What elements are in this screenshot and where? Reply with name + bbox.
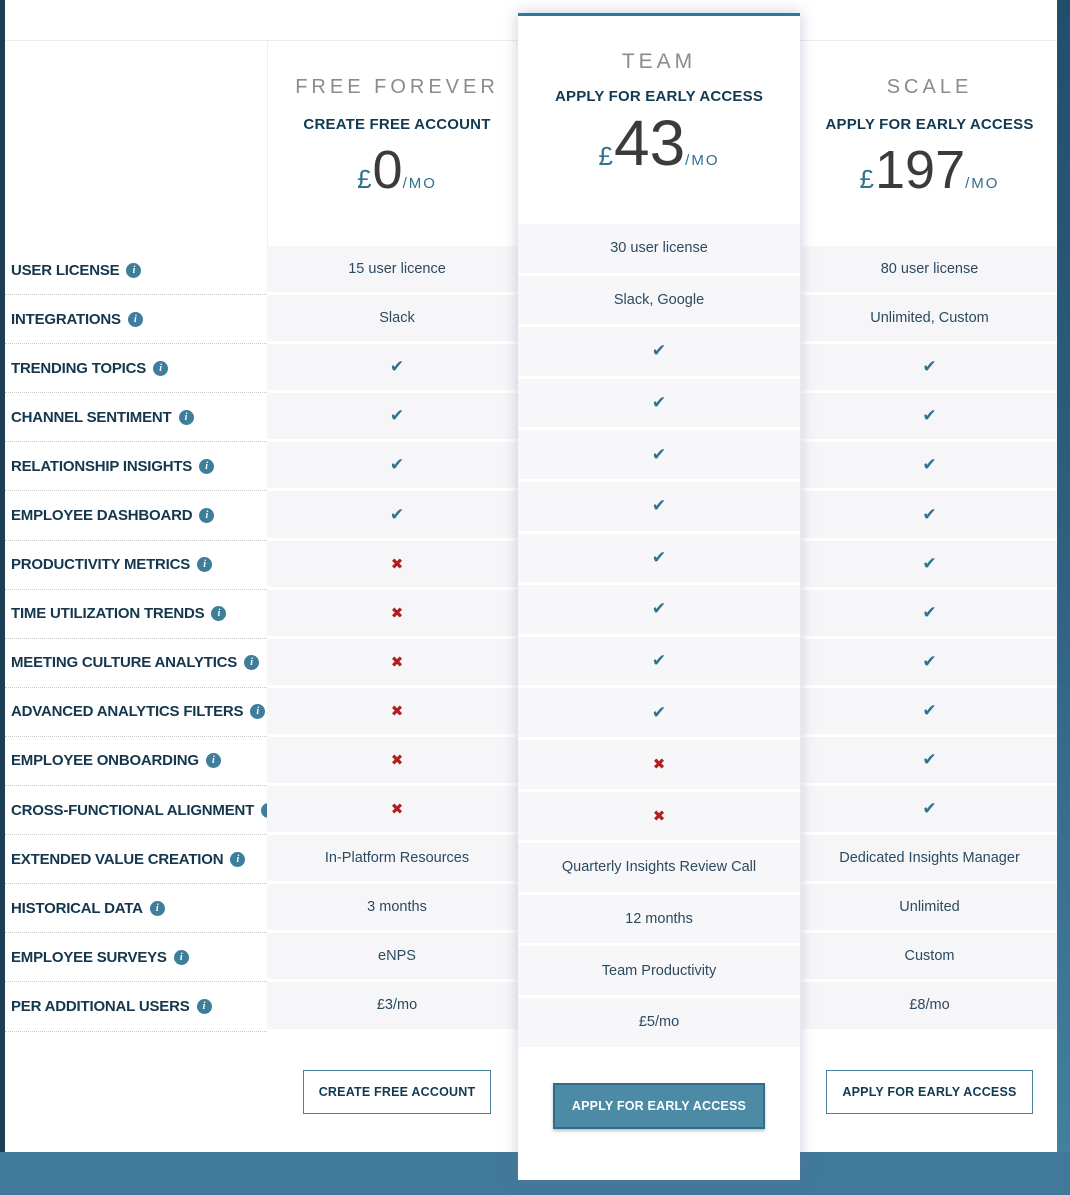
plan-cell (802, 442, 1057, 488)
feature-row (5, 491, 267, 540)
plan-cell: Quarterly Insights Review Call (518, 843, 800, 892)
plan-cell (267, 688, 527, 734)
check-icon: ✔ (922, 651, 937, 671)
plan-cell: 3 months (267, 884, 527, 930)
plan-header-free-forever (267, 40, 527, 246)
plan-cell (802, 688, 1057, 734)
check-icon: ✔ (651, 651, 667, 671)
check-icon: ✔ (651, 599, 667, 619)
plan-cell: Custom (802, 933, 1057, 979)
feature-row (5, 344, 267, 393)
plan-column-team-highlighted (518, 13, 800, 1180)
plan-cell (267, 442, 527, 488)
info-icon[interactable]: i (153, 361, 168, 376)
plan-cells-team (518, 224, 800, 1047)
info-icon[interactable]: i (211, 606, 226, 621)
feature-label: RELATIONSHIP INSIGHTS (11, 457, 193, 475)
feature-row (5, 295, 267, 344)
plan-cell (802, 639, 1057, 685)
feature-label: USER LICENSE (11, 261, 120, 279)
feature-row (5, 933, 267, 982)
plan-cell: £3/mo (267, 982, 527, 1028)
plan-cell (802, 491, 1057, 537)
plan-cell (802, 344, 1057, 390)
plan-cell: Unlimited (802, 884, 1057, 930)
plan-cell (267, 590, 527, 636)
check-icon: ✔ (389, 357, 405, 377)
feature-label-column (5, 40, 267, 1152)
price-amount: 0 (372, 140, 403, 200)
feature-label: TRENDING TOPICS (11, 359, 147, 377)
plan-cell: In-Platform Resources (267, 835, 527, 881)
plan-cells-free-forever (267, 246, 527, 1029)
feature-label: PER ADDITIONAL USERS (11, 997, 190, 1015)
check-icon: ✔ (922, 504, 937, 524)
plan-footer-scale (802, 1032, 1057, 1152)
feature-row (5, 246, 267, 295)
cross-icon: ✖ (390, 751, 404, 769)
plan-cell (518, 585, 800, 634)
plan-cell: 80 user license (802, 246, 1057, 292)
plan-cell (267, 639, 527, 685)
plan-cell (518, 637, 800, 686)
feature-row (5, 442, 267, 491)
plan-cell (267, 393, 527, 439)
plan-cell: 15 user licence (267, 246, 527, 292)
plan-cell (802, 393, 1057, 439)
plan-footer-free-forever (267, 1032, 527, 1152)
check-icon: ✔ (651, 341, 667, 361)
check-icon: ✔ (651, 393, 667, 413)
feature-label: CROSS-FUNCTIONAL ALIGNMENT (11, 801, 255, 819)
plan-price (357, 140, 437, 200)
feature-row (5, 590, 267, 639)
right-edge-band (1057, 0, 1070, 1152)
plan-cell: Dedicated Insights Manager (802, 835, 1057, 881)
check-icon: ✔ (922, 602, 937, 622)
info-icon[interactable]: i (199, 459, 214, 474)
price-period: /MO (402, 175, 437, 192)
plan-cell: 12 months (518, 895, 800, 944)
plan-cells-scale (802, 246, 1057, 1029)
feature-label: TIME UTILIZATION TRENDS (11, 605, 205, 623)
plan-cell (518, 792, 800, 841)
currency-symbol: £ (859, 164, 874, 194)
plan-header-team (518, 16, 800, 224)
currency-symbol: £ (598, 141, 613, 171)
plan-cell (802, 590, 1057, 636)
check-icon: ✔ (389, 455, 405, 475)
feature-rows (5, 246, 267, 1032)
feature-row (5, 884, 267, 933)
price-amount: 197 (875, 140, 966, 200)
check-icon: ✔ (922, 799, 937, 819)
check-icon: ✔ (922, 406, 937, 426)
info-icon[interactable]: i (230, 852, 245, 867)
plan-cell: £5/mo (518, 998, 800, 1047)
info-icon[interactable]: i (150, 901, 165, 916)
cross-icon: ✖ (390, 555, 404, 573)
plan-cta-label: CREATE FREE ACCOUNT (303, 116, 491, 133)
plan-cell (267, 491, 527, 537)
check-icon: ✔ (922, 455, 937, 475)
feature-label: EMPLOYEE DASHBOARD (11, 507, 193, 525)
plan-cell (518, 430, 800, 479)
plan-column-free-forever (267, 40, 527, 1152)
info-icon[interactable]: i (250, 704, 265, 719)
check-icon: ✔ (922, 357, 937, 377)
plan-cell (518, 327, 800, 376)
plan-cell (518, 688, 800, 737)
feature-label: ADVANCED ANALYTICS FILTERS (11, 703, 244, 721)
feature-label: HISTORICAL DATA (11, 899, 143, 917)
plan-cell (518, 379, 800, 428)
info-icon[interactable]: i (199, 508, 214, 523)
check-icon: ✔ (651, 444, 667, 464)
label-column-header-spacer (5, 40, 267, 246)
check-icon: ✔ (922, 700, 937, 720)
info-icon[interactable]: i (174, 950, 189, 965)
plan-cell (518, 740, 800, 789)
plan-name: TEAM (621, 50, 697, 73)
cross-icon: ✖ (652, 756, 666, 774)
plan-footer-team (518, 1050, 800, 1129)
plan-header-scale (802, 40, 1057, 246)
plan-cell: eNPS (267, 933, 527, 979)
info-icon[interactable]: i (197, 999, 212, 1014)
left-edge-strip (0, 0, 5, 1152)
cross-icon: ✖ (390, 604, 404, 622)
plan-cell: 30 user license (518, 224, 800, 273)
plan-name: FREE FOREVER (295, 76, 499, 98)
check-icon: ✔ (922, 749, 937, 769)
check-icon: ✔ (651, 702, 667, 722)
plan-cta-label: APPLY FOR EARLY ACCESS (554, 88, 764, 105)
feature-row (5, 835, 267, 884)
create-free-account-button[interactable]: CREATE FREE ACCOUNT (303, 1070, 492, 1114)
feature-label: INTEGRATIONS (11, 310, 121, 328)
feature-row (5, 786, 267, 835)
info-icon[interactable]: i (179, 410, 194, 425)
plan-price (859, 140, 1000, 200)
cross-icon: ✖ (652, 807, 666, 825)
check-icon: ✔ (922, 553, 937, 573)
plan-cell (267, 541, 527, 587)
plan-cell: Unlimited, Custom (802, 295, 1057, 341)
cross-icon: ✖ (390, 702, 404, 720)
feature-label: EXTENDED VALUE CREATION (11, 850, 224, 868)
apply-early-access-button-scale[interactable]: APPLY FOR EARLY ACCESS (826, 1070, 1032, 1114)
plan-column-scale (802, 40, 1057, 1152)
cross-icon: ✖ (390, 801, 404, 819)
check-icon: ✔ (389, 504, 405, 524)
apply-early-access-button-team[interactable]: APPLY FOR EARLY ACCESS (553, 1083, 765, 1129)
price-period: /MO (685, 152, 720, 169)
plan-cell: £8/mo (802, 982, 1057, 1028)
feature-label: EMPLOYEE SURVEYS (11, 948, 167, 966)
info-icon[interactable]: i (128, 312, 143, 327)
feature-label: PRODUCTIVITY METRICS (11, 556, 191, 574)
feature-row (5, 393, 267, 442)
feature-row (5, 982, 267, 1031)
check-icon: ✔ (651, 547, 667, 567)
info-icon[interactable]: i (206, 753, 221, 768)
plan-cell (267, 344, 527, 390)
price-period: /MO (965, 175, 1000, 192)
plan-cell: Team Productivity (518, 946, 800, 995)
plan-cta-label: APPLY FOR EARLY ACCESS (825, 116, 1034, 133)
plan-cell: Slack, Google (518, 276, 800, 325)
plan-cell (518, 534, 800, 583)
price-amount: 43 (613, 107, 686, 179)
plan-price (598, 107, 720, 179)
feature-label: EMPLOYEE ONBOARDING (11, 752, 199, 770)
feature-row (5, 737, 267, 786)
feature-label: MEETING CULTURE ANALYTICS (11, 654, 238, 672)
feature-row (5, 639, 267, 688)
check-icon: ✔ (651, 496, 667, 516)
info-icon[interactable]: i (126, 263, 141, 278)
feature-row (5, 541, 267, 590)
cross-icon: ✖ (390, 653, 404, 671)
feature-row (5, 688, 267, 737)
plan-cell (802, 786, 1057, 832)
plan-name: SCALE (886, 76, 973, 98)
feature-label: CHANNEL SENTIMENT (11, 408, 172, 426)
plan-cell (518, 482, 800, 531)
plan-cell (802, 541, 1057, 587)
plan-cell (802, 737, 1057, 783)
plan-cell (267, 737, 527, 783)
plan-cell: Slack (267, 295, 527, 341)
currency-symbol: £ (357, 164, 372, 194)
info-icon[interactable]: i (244, 655, 259, 670)
plan-cell (267, 786, 527, 832)
check-icon: ✔ (389, 406, 405, 426)
info-icon[interactable]: i (197, 557, 212, 572)
